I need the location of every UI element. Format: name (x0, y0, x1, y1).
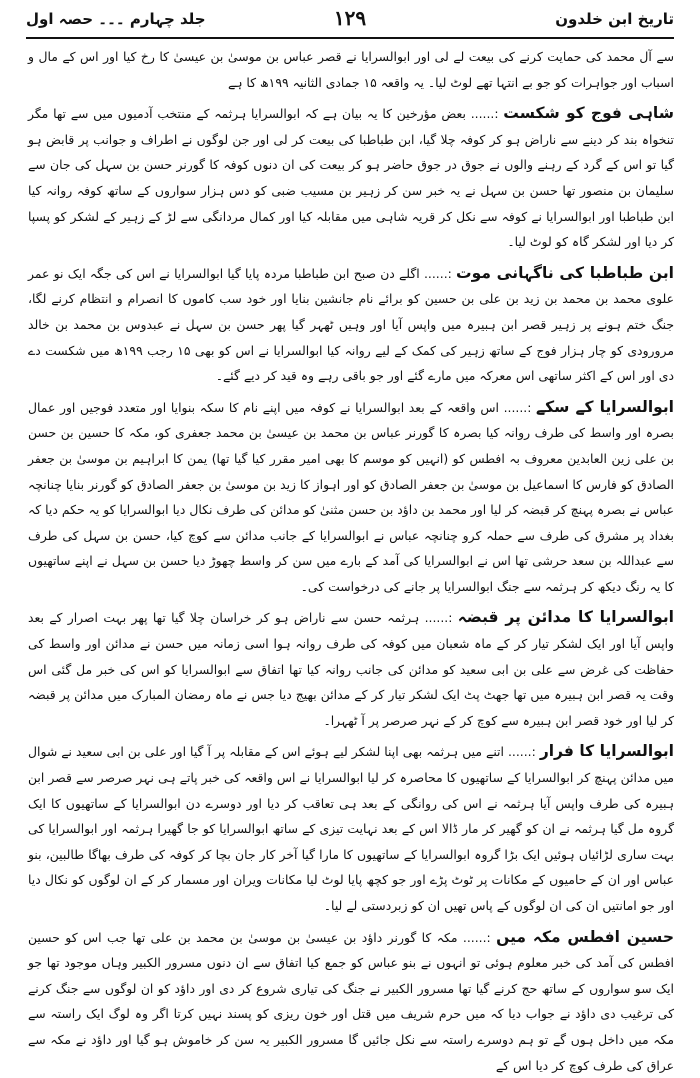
paragraph-text: مکہ کا گورنر داؤد بن عیسیٰ بن موسیٰ بن محمد بن علی تھا جب اس کو حسین افطس کی آمد کی خبر معلوم ہوئی تو انہوں نے بنو عباس کو جمع کیا اتفاق سے ان دنوں مسرور الکبیر وہاں موجود تھا جو ایک سو سواروں کے ساتھ حج کرنے گیا تھا مسرور الکبیر نے جنگ کی تیاری شروع کر دی اور داؤد کو ان لوگوں سے جنگ کرنے کی ترغیب دی داؤد نے جواب دیا کہ میں حرم شریف میں قتل اور خون ریزی کو پسند نہیں کرتا اگر وہ لوگ ایک راستہ سے مکہ میں داخل ہوں گے تو ہم دوسرے راستہ سے نکل جائیں گا مسرور الکبیر یہ سن کر خاموش ہو گیا اور داؤد نے مکہ سے عراق کی طرف کوچ کر دیا اس کے (28, 929, 674, 1073)
paragraph-mecca: حسین افطس مکہ میں :...... مکہ کا گورنر داؤد بن عیسیٰ بن موسیٰ بن محمد بن علی تھا جب اس کو حسین افطس کی آمد کی خبر معلوم ہوئی تو انہوں نے بنو عباس کو جمع کیا اتفاق سے ان دنوں مسرور الکبیر وہاں موجود تھا جو ایک سو سواروں کے ساتھ حج کرنے گیا تھا مسرور الکبیر نے جنگ کی تیاری شروع کر دی اور داؤد کو ان لوگوں سے جنگ کرنے کی ترغیب دی داؤد نے جواب دیا کہ میں حرم شریف میں قتل اور خون ریزی کو پسند نہیں کرتا اگر وہ لوگ ایک راستہ سے مکہ میں داخل ہوں گے تو ہم دوسرے راستہ سے نکل جائیں گا مسرور الکبیر یہ سن کر خاموش ہو گیا اور داؤد نے مکہ سے عراق کی طرف کوچ کر دیا اس کے (28, 927, 674, 1073)
paragraph-text: بعض مؤرخین کا یہ بیان ہے کہ ابوالسرایا ہرثمہ کے منتخب آدمیوں میں سے تھا مگر تنخواہ بند کر دینے سے ناراض ہو کر کوفہ چلا گیا، ابن طباطبا کی بیعت کر لی اور جن لوگوں نے اطراف و جوانب پر قابض ہو گیا تو اس کے گرد کے رہنے والوں نے جوق در جوق حاضر ہو کر بیعت کی ان دنوں کوفہ کا گورنر حسن بن سہل کی جان سے سلیمان بن منصور تھا حسن بن سہل نے یہ خبر سن کر زہیر بن مسیب ضبی کو دس ہزار سواروں کے ساتھ کوفہ روانہ کیا ابن طباطبا اور ابوالسرایا نے کوفہ سے نکل کر قریہ شاہی میں مقابلہ کیا اور کمال مردانگی سے لڑ کے زہیر کے لشکر کو پسپا کر دیا اور لشکر گاہ کو لوٹ لیا۔ (28, 106, 674, 250)
paragraph-text: اس واقعہ کے بعد ابوالسرایا نے کوفہ میں اپنے نام کا سکہ بنوایا اور متعدد فوجیں اور عمال بصرہ اور واسط کی طرف روانہ کیا بصرہ کا گورنر عباس بن محمد بن عیسیٰ بن محمد جعفری کو، مکہ کا حسین بن حسن بن علی زین العابدین معروف بہ افطس کو (انہیں کو موسم کا بھی امیر مقرر کیا گیا تھا) یمن کا ابراہیم بن موسیٰ بن جعفر الصادق کو فارس کا اسماعیل بن موسیٰ بن جعفر الصادق کو اور اہواز کا زید بن موسیٰ بن جعفر الصادق کو گورنر بنایا چنانچہ عباس نے بصرہ پہنچ کر قبضہ کر لیا اور محمد بن داؤد بن حسن مثنیٰ کو مدائن کی طرف نکال دیا ابوالسرایا کو یہ حکم دیا کہ بغداد پر مشرق کی طرف سے حملہ کرو چنانچہ عباس نے ابوالسرایا کے جانب مدائن سے کوچ کیا، حسن بن سہل کی طرف سے عبداللہ بن سعد حرشی تھا اس نے ابوالسرایا کی آمد کے بارے میں سن کر واسط چھوڑ دیا حسن بن سہل نے اپنے ساتھیوں کا یہ رنگ دیکھ کر ہرثمہ سے جنگ ابوالسرایا پر جانے کی درخواست کی۔ (28, 399, 674, 594)
paragraph-madain-capture: ابوالسرایا کا مدائن پر قبضہ :...... ہرثمہ حسن سے ناراض ہو کر خراسان چلا گیا تھا پھر بہت اصرار کے بعد واپس آیا اور ایک لشکر تیار کر کے ماہ شعبان میں کوفہ کی طرف روانہ ہوا اسی زمانہ میں حسن نے مدائن اور واسط کی حفاظت کی غرض سے علی بن ابی سعید کو مدائن کی جانب روانہ کیا تھا اتفاق سے ابوالسرایا کو اس کی خبر مل گئی اس وقت یہ قصر ابن ہبیرہ میں تھا جھٹ پٹ ایک لشکر تیار کر کے مدائن بھیج دیا جس نے ماہ رمضان المبارک میں مدائن پر قبضہ کر لیا اور خود قصر ابن ہبیرہ سے کوچ کر کے نہر صرصر پر آ ٹھہرا۔ (28, 608, 674, 728)
paragraph-royal-army-defeat: شاہی فوج کو شکست :...... بعض مؤرخین کا یہ بیان ہے کہ ابوالسرایا ہرثمہ کے منتخب آدمیوں میں سے تھا مگر تنخواہ بند کر دینے سے ناراض ہو کر کوفہ چلا گیا، ابن طباطبا کی بیعت کر لی اور جن لوگوں نے اطراف و جوانب پر قابض ہو گیا تو اس کے گرد کے رہنے والوں نے جوق در جوق حاضر ہو کر بیعت کی ان دنوں کوفہ کا گورنر حسن بن سہل کی جان سے سلیمان بن منصور تھا حسن بن سہل نے یہ خبر سن کر زہیر بن مسیب ضبی کو دس ہزار سواروں کے ساتھ کوفہ روانہ کیا ابن طباطبا اور ابوالسرایا نے کوفہ سے نکل کر قریہ شاہی میں مقابلہ کیا اور کمال مردانگی سے لڑ کے زہیر کے لشکر کو پسپا کر دیا اور لشکر گاہ کو لوٹ لیا۔ (28, 104, 674, 250)
section-heading: ابوالسرایا کے سکے (536, 397, 674, 416)
page-content (28, 44, 674, 1073)
section-heading: شاہی فوج کو شکست (503, 104, 674, 123)
header-rule (26, 37, 674, 39)
paragraph-text: ہرثمہ حسن سے ناراض ہو کر خراسان چلا گیا تھا پھر بہت اصرار کے بعد واپس آیا اور ایک لشکر تیار کر کے ماہ شعبان میں کوفہ کی طرف روانہ ہوا اسی زمانہ میں حسن نے مدائن اور واسط کی حفاظت کی غرض سے علی بن ابی سعید کو مدائن کی جانب روانہ کیا تھا اتفاق سے ابوالسرایا کو اس کی خبر مل گئی اس وقت یہ قصر ابن ہبیرہ میں تھا جھٹ پٹ ایک لشکر تیار کر کے مدائن بھیج دیا جس نے ماہ رمضان المبارک میں مدائن پر قبضہ کر لیا اور خود قصر ابن ہبیرہ سے کوچ کر کے نہر صرصر پر آ ٹھہرا۔ (28, 610, 674, 728)
paragraph-intro (28, 44, 674, 95)
paragraph-text: اتنے میں ہرثمہ بھی اپنا لشکر لیے ہوئے اس کے مقابلہ پر آ گیا اور علی بن ابی سعید نے شوال میں مدائن پہنچ کر ابوالسرایا کے ساتھیوں کا محاصرہ کر لیا ابوالسرایا نے اس واقعہ کی خبر پاتے ہی نہر صرصر سے قصر ابن ہبیرہ کی طرف واپس آیا ہرثمہ نے اس کی روانگی کے بعد ہی تعاقب کر دیا اور دوسرے دن ابوالسرایا کے ساتھیوں کا ایک گروہ مل گیا ہرثمہ نے ان کو گھیر کر مار ڈالا اس کے بعد نہایت تیزی کے ساتھ ابوالسرایا کو جا گھیرا ہرثمہ اور ابوالسرایا کی بہت ساری لڑائیاں ہوئیں ایک بڑا گروہ ابوالسرایا کے ساتھیوں کا مارا گیا آخر کار جان بچا کر کوفہ کی طرف بھاگا طالبین، بنو عباس اور ان کے حامیوں کے مکانات پر ٹوٹ پڑے اور جو کچھ پایا لوٹ لیا مکانات ویران اور مسمار کر کے ان لوگوں کو نکال دیا اور جو امانتیں ان کی ان لوگوں کے پاس تھیں ان کو زبردستی لے لیا۔ (28, 744, 674, 913)
volume-label: جلد چہارم ۔۔۔ حصہ اول (26, 10, 206, 28)
paragraph-text: اگلے دن صبح ابن طباطبا مردہ پایا گیا ابوالسرایا نے اس کی جگہ ایک نو عمر علوی محمد بن محمد بن زید بن علی بن حسین کو برائے نام جانشین بنایا اور خود سب کاموں کا انصرام و انتظام کرنے لگا، جنگ ختم ہونے پر زہیر قصر ابن ہبیرہ میں واپس آیا اور وہیں ٹھہر گیا پھر حسن بن سہل نے عبدوس بن محمد بن خالد مرورودی کو چار ہزار فوج کے ساتھ زہیر کی کمک کے لیے روانہ کیا ابوالسرایا نے اس کو بھی ۱۵ رجب ۱۹۹ھ میں شکست دے دی اور اس کے اکثر ساتھی اس معرکہ میں مارے گئے اور جو باقی رہے وہ قید کر دیے گئے۔ (28, 265, 674, 384)
paragraph-coins: ابوالسرایا کے سکے :...... اس واقعہ کے بعد ابوالسرایا نے کوفہ میں اپنے نام کا سکہ بنوایا اور متعدد فوجیں اور عمال بصرہ اور واسط کی طرف روانہ کیا بصرہ کا گورنر عباس بن محمد بن عیسیٰ بن محمد جعفری کو، مکہ کا حسین بن حسن بن علی زین العابدین معروف بہ افطس کو (انہیں کو موسم کا بھی امیر مقرر کیا گیا تھا) یمن کا ابراہیم بن موسیٰ بن جعفر الصادق کو فارس کا اسماعیل بن موسیٰ بن جعفر الصادق کو اور اہواز کا زید بن موسیٰ بن جعفر الصادق کو گورنر بنایا چنانچہ عباس نے بصرہ پہنچ کر قبضہ کر لیا اور محمد بن داؤد بن حسن مثنیٰ کو مدائن کی طرف نکال دیا ابوالسرایا کو یہ حکم دیا کہ بغداد پر مشرق کی طرف سے حملہ کرو چنانچہ عباس نے ابوالسرایا کے جانب مدائن سے کوچ کیا، حسن بن سہل کی طرف سے عبداللہ بن سعد حرشی تھا اس نے ابوالسرایا کی آمد کے بارے میں سن کر واسط چھوڑ دیا حسن بن سہل نے اپنے ساتھیوں کا یہ رنگ دیکھ کر ہرثمہ سے جنگ ابوالسرایا پر جانے کی درخواست کی۔ (28, 397, 674, 594)
section-heading: ابن طباطبا کی ناگہانی موت (456, 263, 674, 282)
section-heading: ابوالسرایا کا فرار (539, 742, 674, 761)
book-title: تاریخ ابن خلدون (555, 10, 674, 28)
paragraph-text: سے آل محمد کی حمایت کرنے کی بیعت لے لی اور ابوالسرایا نے قصر عباس بن موسیٰ بن عیسیٰ کا رخ کیا اور اس کے مال و اسباب اور جواہرات کو جو بے انتہا تھے لوٹ لیا۔ یہ واقعہ ۱۵ جمادی الثانیہ ۱۹۹ھ کا ہے (28, 49, 674, 90)
paragraph-sudden-death: ابن طباطبا کی ناگہانی موت :...... اگلے دن صبح ابن طباطبا مردہ پایا گیا ابوالسرایا نے اس کی جگہ ایک نو عمر علوی محمد بن محمد بن زید بن علی بن حسین کو برائے نام جانشین بنایا اور خود سب کاموں کا انصرام و انتظام کرنے لگا، جنگ ختم ہونے پر زہیر قصر ابن ہبیرہ میں واپس آیا اور وہیں ٹھہر گیا پھر حسن بن سہل نے عبدوس بن محمد بن خالد مرورودی کو چار ہزار فوج کے ساتھ زہیر کی کمک کے لیے روانہ کیا ابوالسرایا نے اس کو بھی ۱۵ رجب ۱۹۹ھ میں شکست دے دی اور اس کے اکثر ساتھی اس معرکہ میں مارے گئے اور جو باقی رہے وہ قید کر دیے گئے۔ (28, 263, 674, 384)
section-heading: حسین افطس مکہ میں (496, 927, 674, 946)
page-header (26, 6, 674, 34)
page-number: ۱۲۹ (333, 6, 367, 30)
section-heading: ابوالسرایا کا مدائن پر قبضہ (457, 608, 674, 627)
paragraph-escape: ابوالسرایا کا فرار :...... اتنے میں ہرثمہ بھی اپنا لشکر لیے ہوئے اس کے مقابلہ پر آ گیا اور علی بن ابی سعید نے شوال میں مدائن پہنچ کر ابوالسرایا کے ساتھیوں کا محاصرہ کر لیا ابوالسرایا نے اس واقعہ کی خبر پاتے ہی نہر صرصر سے قصر ابن ہبیرہ کی طرف واپس آیا ہرثمہ نے اس کی روانگی کے بعد ہی تعاقب کر دیا اور دوسرے دن ابوالسرایا کے ساتھیوں کا ایک گروہ مل گیا ہرثمہ نے ان کو گھیر کر مار ڈالا اس کے بعد نہایت تیزی کے ساتھ ابوالسرایا کو جا گھیرا ہرثمہ اور ابوالسرایا کی بہت ساری لڑائیاں ہوئیں ایک بڑا گروہ ابوالسرایا کے ساتھیوں کا مارا گیا آخر کار جان بچا کر کوفہ کی طرف بھاگا طالبین، بنو عباس اور ان کے حامیوں کے مکانات پر ٹوٹ پڑے اور جو کچھ پایا لوٹ لیا مکانات ویران اور مسمار کر کے ان لوگوں کو نکال دیا اور جو امانتیں ان کی ان لوگوں کے پاس تھیں ان کو زبردستی لے لیا۔ (28, 742, 674, 913)
